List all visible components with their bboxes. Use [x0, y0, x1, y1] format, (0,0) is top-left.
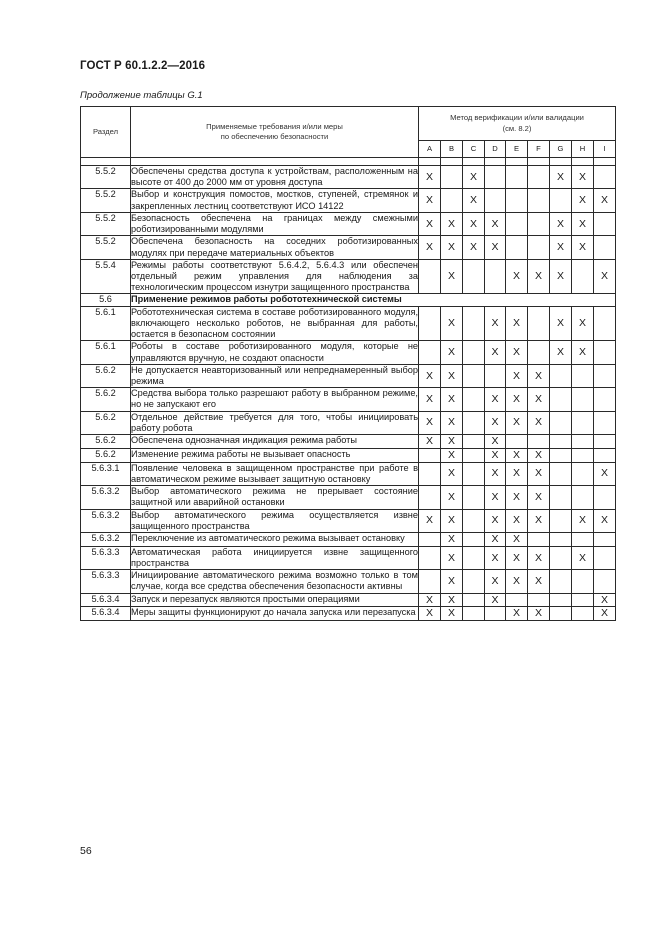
requirement-cell: Переключение из автоматического режима вызывает остановку — [131, 532, 419, 546]
mark-cell-c — [463, 435, 485, 449]
section-cell: 5.6.2 — [81, 435, 131, 449]
mark-cell-f: X — [528, 364, 550, 387]
requirement-cell: Инициирование автоматического режима возможно только в том случае, когда все средства обеспечения безопасности активны — [131, 570, 418, 592]
section-cell: 5.5.2 — [81, 212, 131, 235]
mark-cell-d: X — [485, 593, 506, 607]
mark-cell-e — [506, 593, 528, 607]
section-cell: 5.6.3.2 — [81, 509, 131, 532]
mark-cell-e — [506, 236, 528, 259]
column-letter-h: H — [572, 141, 594, 158]
mark-cell-f: X — [528, 388, 550, 411]
mark-cell-b: X — [441, 236, 463, 259]
table-row — [81, 546, 616, 569]
mark-cell-i — [594, 236, 616, 259]
mark-cell-i — [594, 306, 616, 341]
spacer-cell — [81, 158, 131, 166]
spacer-cell — [485, 158, 506, 166]
column-letter-c: C — [463, 141, 485, 158]
mark-cell-d — [485, 189, 506, 212]
mark-cell-a — [419, 532, 441, 546]
mark-cell-i — [594, 448, 616, 462]
mark-cell-i — [594, 388, 616, 411]
mark-cell-g — [550, 435, 572, 449]
table-row — [81, 212, 616, 235]
mark-cell-i: X — [594, 189, 616, 212]
spacer-cell — [550, 158, 572, 166]
mark-cell-a: X — [419, 212, 441, 235]
mark-cell-b: X — [441, 532, 463, 546]
mark-cell-d: X — [485, 236, 506, 259]
mark-cell-i: X — [594, 462, 616, 485]
mark-cell-f: X — [528, 570, 550, 593]
mark-cell-d — [485, 259, 506, 294]
section-cell: 5.6.2 — [81, 448, 131, 462]
section-cell: 5.6.2 — [81, 411, 131, 434]
table-row — [81, 411, 616, 434]
requirement-cell: Режимы работы соответствуют 5.6.4.2, 5.6.4.3 или обеспечен отдельный режим управления для наблюдения за технологическим процессом изнутри защищенного пространства — [131, 259, 418, 293]
mark-cell-b: X — [441, 570, 463, 593]
mark-cell-b: X — [441, 509, 463, 532]
table-row — [81, 532, 616, 546]
mark-cell-e: X — [506, 306, 528, 341]
mark-cell-i: X — [594, 607, 616, 621]
mark-cell-c — [463, 570, 485, 593]
mark-cell-g — [550, 486, 572, 509]
mark-cell-c — [463, 486, 485, 509]
mark-cell-e: X — [506, 546, 528, 569]
mark-cell-b: X — [441, 462, 463, 485]
mark-cell-c: X — [463, 212, 485, 235]
mark-cell-h — [572, 364, 594, 387]
requirement-cell: Робототехническая система в составе роботизированного модуля, включающего несколько роботов, не выбранная для работы, остается в безопасном состоянии — [131, 306, 418, 340]
mark-cell-f — [528, 435, 550, 449]
mark-cell-c: X — [463, 166, 485, 189]
requirement-cell: Не допускается неавторизованный или непреднамеренный выбор режима — [131, 364, 418, 386]
mark-cell-b: X — [441, 341, 463, 364]
mark-cell-e — [506, 166, 528, 189]
mark-cell-e: X — [506, 259, 528, 294]
mark-cell-b: X — [441, 212, 463, 235]
spacer-cell — [506, 158, 528, 166]
mark-cell-i: X — [594, 509, 616, 532]
mark-cell-d: X — [485, 306, 506, 341]
mark-cell-f: X — [528, 607, 550, 621]
mark-cell-d: X — [485, 448, 506, 462]
requirement-cell: Обеспечена однозначная индикация режима работы — [131, 435, 419, 449]
column-header-requirement-line2: по обеспечению безопасности — [220, 132, 329, 141]
mark-cell-f: X — [528, 411, 550, 434]
mark-cell-a — [419, 486, 441, 509]
mark-cell-a: X — [419, 509, 441, 532]
mark-cell-h: X — [572, 236, 594, 259]
mark-cell-a — [419, 570, 441, 593]
section-cell: 5.6.2 — [81, 364, 131, 387]
mark-cell-e: X — [506, 486, 528, 509]
column-letter-a: A — [419, 141, 441, 158]
mark-cell-b: X — [441, 593, 463, 607]
mark-cell-i — [594, 341, 616, 364]
table-caption: Продолжение таблицы G.1 — [80, 90, 203, 101]
section-cell: 5.6.3.4 — [81, 607, 131, 621]
mark-cell-b: X — [441, 448, 463, 462]
mark-cell-g — [550, 593, 572, 607]
mark-cell-g — [550, 364, 572, 387]
requirement-cell: Средства выбора только разрешают работу в выбранном режиме, но не запускают его — [131, 388, 418, 410]
mark-cell-h: X — [572, 212, 594, 235]
column-letter-b: B — [441, 141, 463, 158]
mark-cell-d: X — [485, 509, 506, 532]
column-letter-g: G — [550, 141, 572, 158]
section-cell: 5.6.3.3 — [81, 546, 131, 569]
mark-cell-e — [506, 435, 528, 449]
mark-cell-a: X — [419, 189, 441, 212]
mark-cell-h — [572, 435, 594, 449]
column-header-requirement-line1: Применяемые требования и/или меры — [206, 121, 343, 131]
mark-cell-i — [594, 212, 616, 235]
mark-cell-h — [572, 448, 594, 462]
mark-cell-c — [463, 462, 485, 485]
mark-cell-g: X — [550, 306, 572, 341]
mark-cell-h: X — [572, 509, 594, 532]
requirement-cell: Автоматическая работа инициируется извне защищенного пространства — [131, 546, 418, 568]
section-cell: 5.6.3.2 — [81, 532, 131, 546]
requirement-cell: Роботы в составе роботизированного модуля, которые не управляются вручную, не создают опасности — [131, 341, 418, 363]
mark-cell-h: X — [572, 546, 594, 569]
page-number: 56 — [80, 845, 92, 857]
requirement-cell: Появление человека в защищенном пространстве при работе в автоматическом режиме вызывает защитную остановку — [131, 462, 418, 484]
mark-cell-d: X — [485, 532, 506, 546]
requirement-cell: Применение режимов работы робототехнической системы — [131, 294, 616, 306]
verification-table — [80, 106, 616, 621]
mark-cell-g — [550, 509, 572, 532]
table-row — [81, 388, 616, 411]
mark-cell-h — [572, 388, 594, 411]
mark-cell-e: X — [506, 462, 528, 485]
mark-cell-i — [594, 486, 616, 509]
column-letter-e: E — [506, 141, 528, 158]
mark-cell-a — [419, 306, 441, 341]
mark-cell-e — [506, 189, 528, 212]
requirement-cell: Изменение режима работы не вызывает опасность — [131, 448, 419, 462]
mark-cell-i: X — [594, 593, 616, 607]
requirement-cell: Меры защиты функционируют до начала запуска или перезапуска — [131, 607, 419, 621]
mark-cell-g — [550, 570, 572, 593]
mark-cell-g — [550, 546, 572, 569]
mark-cell-d — [485, 364, 506, 387]
mark-cell-b: X — [441, 435, 463, 449]
mark-cell-b: X — [441, 259, 463, 294]
mark-cell-f — [528, 189, 550, 212]
mark-cell-c — [463, 411, 485, 434]
section-cell: 5.6.1 — [81, 341, 131, 364]
mark-cell-g — [550, 607, 572, 621]
mark-cell-b: X — [441, 486, 463, 509]
mark-cell-h — [572, 486, 594, 509]
mark-cell-i — [594, 411, 616, 434]
section-cell: 5.5.4 — [81, 259, 131, 294]
mark-cell-h — [572, 607, 594, 621]
mark-cell-c — [463, 448, 485, 462]
mark-cell-f: X — [528, 509, 550, 532]
mark-cell-a: X — [419, 166, 441, 189]
section-cell: 5.6 — [81, 294, 131, 306]
mark-cell-e: X — [506, 607, 528, 621]
mark-cell-g — [550, 448, 572, 462]
mark-cell-g: X — [550, 236, 572, 259]
column-letter-f: F — [528, 141, 550, 158]
mark-cell-a — [419, 448, 441, 462]
table-row — [81, 166, 616, 189]
column-header-section: Раздел — [81, 107, 131, 158]
mark-cell-e: X — [506, 532, 528, 546]
section-cell: 5.5.2 — [81, 166, 131, 189]
mark-cell-b: X — [441, 411, 463, 434]
spacer-cell — [419, 158, 441, 166]
mark-cell-e: X — [506, 388, 528, 411]
mark-cell-c — [463, 607, 485, 621]
mark-cell-a — [419, 462, 441, 485]
mark-cell-c — [463, 509, 485, 532]
mark-cell-f — [528, 212, 550, 235]
mark-cell-d: X — [485, 435, 506, 449]
spacer-cell — [441, 158, 463, 166]
table-row — [81, 189, 616, 212]
mark-cell-c — [463, 259, 485, 294]
mark-cell-f — [528, 341, 550, 364]
mark-cell-e: X — [506, 509, 528, 532]
spacer-cell — [572, 158, 594, 166]
mark-cell-e: X — [506, 364, 528, 387]
table-row — [81, 486, 616, 509]
section-cell: 5.6.3.3 — [81, 570, 131, 593]
requirement-cell: Выбор и конструкция помостов, мостков, ступеней, стремянок и закрепленных лестниц соответствуют ИСО 14122 — [131, 189, 418, 211]
column-letter-i: I — [594, 141, 616, 158]
mark-cell-h — [572, 593, 594, 607]
column-header-method-line2: (см. 8.2) — [502, 123, 532, 133]
table-row — [81, 448, 616, 462]
mark-cell-c: X — [463, 189, 485, 212]
mark-cell-e: X — [506, 341, 528, 364]
mark-cell-g — [550, 189, 572, 212]
mark-cell-c — [463, 546, 485, 569]
mark-cell-b — [441, 166, 463, 189]
table-row — [81, 306, 616, 341]
mark-cell-a — [419, 546, 441, 569]
table-row — [81, 435, 616, 449]
section-cell: 5.6.1 — [81, 306, 131, 341]
mark-cell-h: X — [572, 306, 594, 341]
mark-cell-i — [594, 435, 616, 449]
column-header-method — [419, 107, 616, 141]
requirement-cell: Обеспечена безопасность на соседних роботизированных модулях при передаче материальных объектов — [131, 236, 418, 258]
mark-cell-e: X — [506, 448, 528, 462]
requirement-cell: Запуск и перезапуск являются простыми операциями — [131, 593, 419, 607]
mark-cell-f — [528, 306, 550, 341]
mark-cell-g — [550, 532, 572, 546]
spacer-cell — [594, 158, 616, 166]
mark-cell-g — [550, 411, 572, 434]
mark-cell-i — [594, 166, 616, 189]
mark-cell-a: X — [419, 435, 441, 449]
mark-cell-e: X — [506, 411, 528, 434]
section-cell: 5.6.3.4 — [81, 593, 131, 607]
mark-cell-f — [528, 593, 550, 607]
mark-cell-f — [528, 532, 550, 546]
mark-cell-d — [485, 166, 506, 189]
mark-cell-f — [528, 236, 550, 259]
mark-cell-c — [463, 532, 485, 546]
table-row — [81, 259, 616, 294]
mark-cell-f: X — [528, 259, 550, 294]
mark-cell-b: X — [441, 546, 463, 569]
mark-cell-h — [572, 411, 594, 434]
mark-cell-d — [485, 607, 506, 621]
mark-cell-f: X — [528, 546, 550, 569]
mark-cell-a: X — [419, 593, 441, 607]
mark-cell-g: X — [550, 166, 572, 189]
section-cell: 5.5.2 — [81, 189, 131, 212]
mark-cell-c — [463, 388, 485, 411]
mark-cell-b: X — [441, 364, 463, 387]
mark-cell-a: X — [419, 411, 441, 434]
spacer-cell — [463, 158, 485, 166]
mark-cell-h — [572, 259, 594, 294]
spacer-cell — [131, 158, 419, 166]
mark-cell-b — [441, 189, 463, 212]
mark-cell-g: X — [550, 259, 572, 294]
mark-cell-d: X — [485, 486, 506, 509]
mark-cell-h — [572, 462, 594, 485]
mark-cell-i — [594, 546, 616, 569]
column-letter-d: D — [485, 141, 506, 158]
mark-cell-c — [463, 306, 485, 341]
mark-cell-f: X — [528, 448, 550, 462]
mark-cell-h — [572, 532, 594, 546]
document-header: ГОСТ Р 60.1.2.2—2016 — [80, 60, 206, 72]
mark-cell-d: X — [485, 570, 506, 593]
mark-cell-f: X — [528, 486, 550, 509]
mark-cell-i — [594, 570, 616, 593]
mark-cell-a: X — [419, 364, 441, 387]
mark-cell-i — [594, 364, 616, 387]
table-row — [81, 236, 616, 259]
mark-cell-d: X — [485, 546, 506, 569]
mark-cell-h: X — [572, 189, 594, 212]
section-cell: 5.6.2 — [81, 388, 131, 411]
mark-cell-h: X — [572, 166, 594, 189]
requirement-cell: Выбор автоматического режима не прерывает состояние защитной или аварийной остановки — [131, 486, 418, 508]
mark-cell-d: X — [485, 212, 506, 235]
mark-cell-a: X — [419, 607, 441, 621]
mark-cell-a: X — [419, 236, 441, 259]
table-row — [81, 607, 616, 621]
mark-cell-b: X — [441, 607, 463, 621]
mark-cell-g: X — [550, 212, 572, 235]
mark-cell-d: X — [485, 341, 506, 364]
mark-cell-c: X — [463, 236, 485, 259]
mark-cell-i — [594, 532, 616, 546]
mark-cell-g — [550, 462, 572, 485]
mark-cell-c — [463, 593, 485, 607]
mark-cell-a — [419, 259, 441, 294]
mark-cell-h: X — [572, 341, 594, 364]
table-row — [81, 570, 616, 593]
mark-cell-e — [506, 212, 528, 235]
section-cell: 5.6.3.1 — [81, 462, 131, 485]
mark-cell-d: X — [485, 411, 506, 434]
table-row — [81, 509, 616, 532]
mark-cell-a: X — [419, 388, 441, 411]
mark-cell-g — [550, 388, 572, 411]
mark-cell-a — [419, 341, 441, 364]
mark-cell-b: X — [441, 306, 463, 341]
spacer-cell — [528, 158, 550, 166]
table-row — [81, 364, 616, 387]
requirement-cell: Обеспечены средства доступа к устройствам, расположенным на высоте от 400 до 2000 мм от уровня доступа — [131, 166, 418, 188]
mark-cell-f — [528, 166, 550, 189]
requirement-cell: Выбор автоматического режима осуществляется извне защищенного пространства — [131, 509, 418, 531]
table-row — [81, 462, 616, 485]
table-row — [81, 341, 616, 364]
mark-cell-d: X — [485, 388, 506, 411]
mark-cell-c — [463, 364, 485, 387]
mark-cell-h — [572, 570, 594, 593]
section-cell: 5.6.3.2 — [81, 486, 131, 509]
requirement-cell: Отдельное действие требуется для того, чтобы инициировать работу робота — [131, 411, 418, 433]
mark-cell-d: X — [485, 462, 506, 485]
table-row — [81, 294, 616, 306]
section-cell: 5.5.2 — [81, 236, 131, 259]
mark-cell-b: X — [441, 388, 463, 411]
mark-cell-e: X — [506, 570, 528, 593]
mark-cell-c — [463, 341, 485, 364]
mark-cell-f: X — [528, 462, 550, 485]
mark-cell-i: X — [594, 259, 616, 294]
column-header-method-line1: Метод верификации и/или валидации — [450, 113, 584, 123]
mark-cell-g: X — [550, 341, 572, 364]
column-header-requirement — [131, 107, 419, 158]
table-row — [81, 593, 616, 607]
requirement-cell: Безопасность обеспечена на границах между смежными роботизированными модулями — [131, 212, 418, 235]
